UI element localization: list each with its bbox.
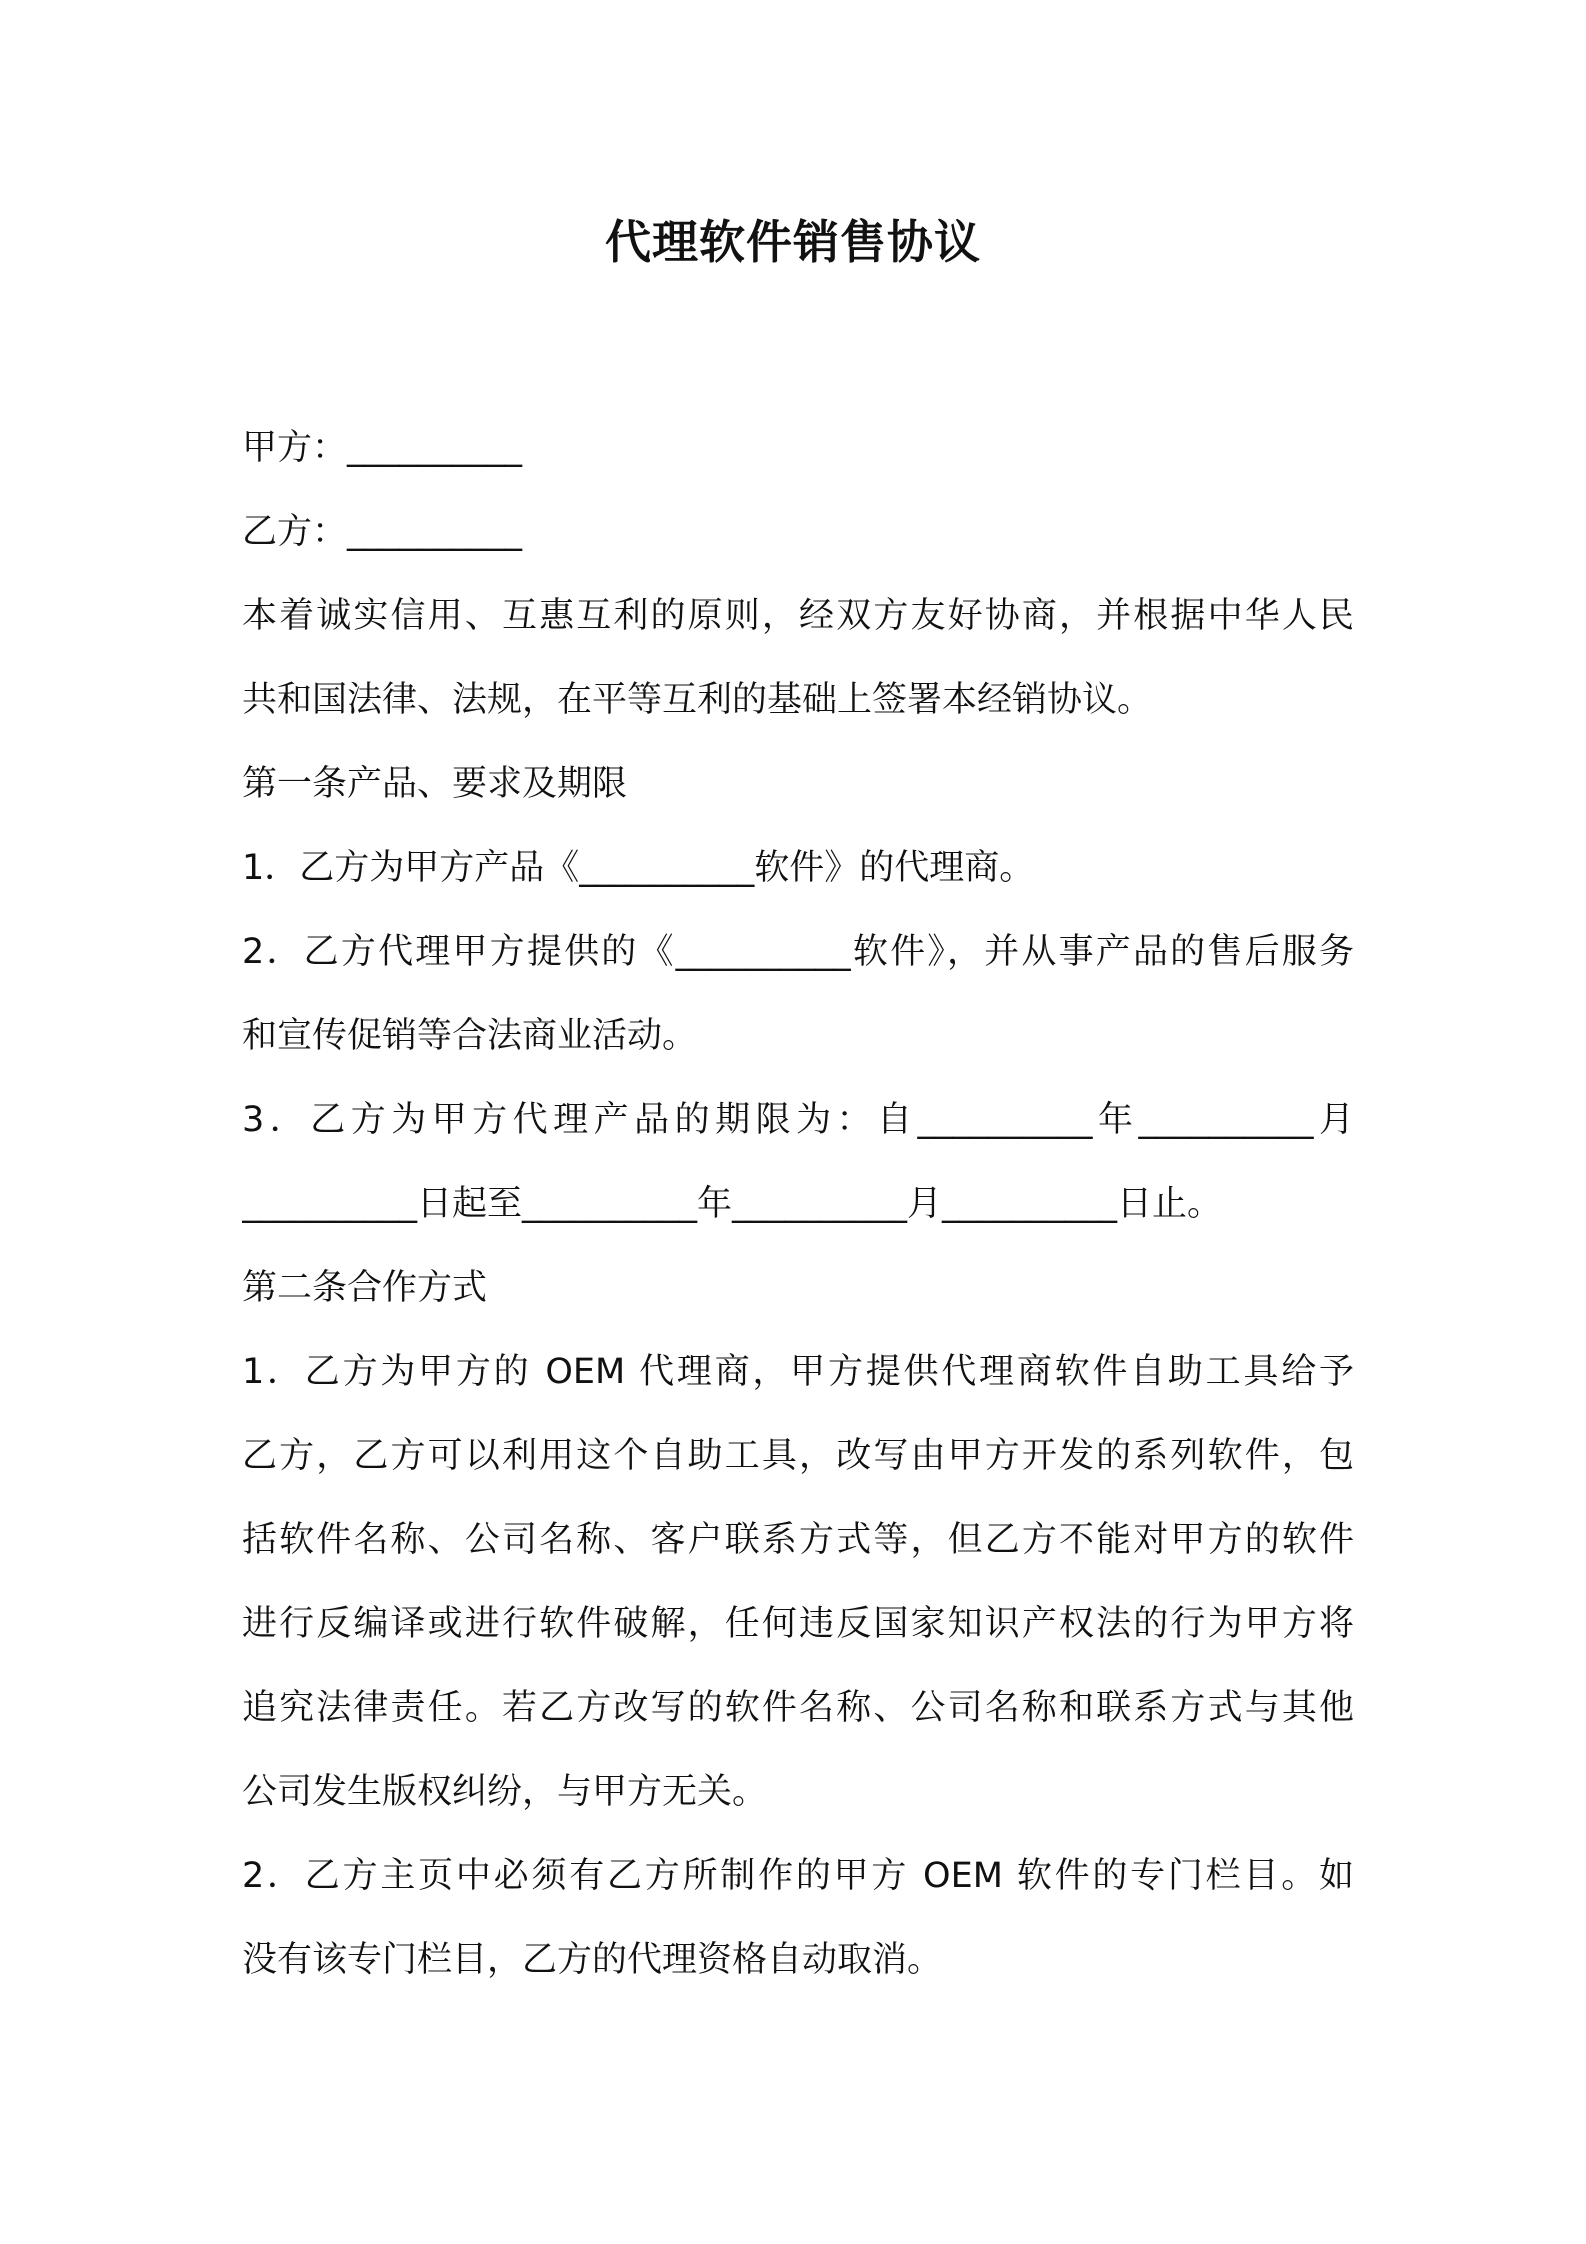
article-2-item-1-line-4: 进行反编译或进行软件破解，任何违反国家知识产权法的行为甲方将 xyxy=(242,1604,1354,1644)
article-1-item-3-line-1: 3．乙方为甲方代理产品的期限为：自__________年__________月 xyxy=(242,1100,1354,1140)
article-1-item-2-line-1: 2．乙方代理甲方提供的《__________软件》，并从事产品的售后服务 xyxy=(242,932,1354,972)
article-1-heading: 第一条产品、要求及期限 xyxy=(242,764,628,804)
party-a-line: 甲方：__________ xyxy=(242,428,523,468)
article-1-item-3-line-2: __________日起至__________年__________月__________日止。 xyxy=(242,1184,1223,1224)
article-1-item-2-line-2: 和宣传促销等合法商业活动。 xyxy=(242,1016,698,1056)
article-2-item-1-line-6: 公司发生版权纠纷，与甲方无关。 xyxy=(242,1772,768,1812)
preamble-line-2: 共和国法律、法规，在平等互利的基础上签署本经销协议。 xyxy=(242,680,1153,720)
article-2-item-2-line-2: 没有该专门栏目，乙方的代理资格自动取消。 xyxy=(242,1940,943,1980)
document-body xyxy=(242,406,1354,2002)
preamble-line-1: 本着诚实信用、互惠互利的原则，经双方友好协商，并根据中华人民 xyxy=(242,596,1354,636)
document-title: 代理软件销售协议 xyxy=(605,215,981,269)
article-1-item-1: 1．乙方为甲方产品《__________软件》的代理商。 xyxy=(242,848,1035,888)
article-2-heading: 第二条合作方式 xyxy=(242,1268,488,1308)
article-2-item-1-line-3: 括软件名称、公司名称、客户联系方式等，但乙方不能对甲方的软件 xyxy=(242,1520,1354,1560)
article-2-item-1-line-1: 1．乙方为甲方的 OEM 代理商，甲方提供代理商软件自助工具给予 xyxy=(242,1352,1354,1392)
article-2-item-2-line-1: 2．乙方主页中必须有乙方所制作的甲方 OEM 软件的专门栏目。如 xyxy=(242,1856,1354,1896)
party-b-line: 乙方：__________ xyxy=(242,512,523,552)
article-2-item-1-line-5: 追究法律责任。若乙方改写的软件名称、公司名称和联系方式与其他 xyxy=(242,1688,1354,1728)
article-2-item-1-line-2: 乙方，乙方可以利用这个自助工具，改写由甲方开发的系列软件，包 xyxy=(242,1436,1354,1476)
